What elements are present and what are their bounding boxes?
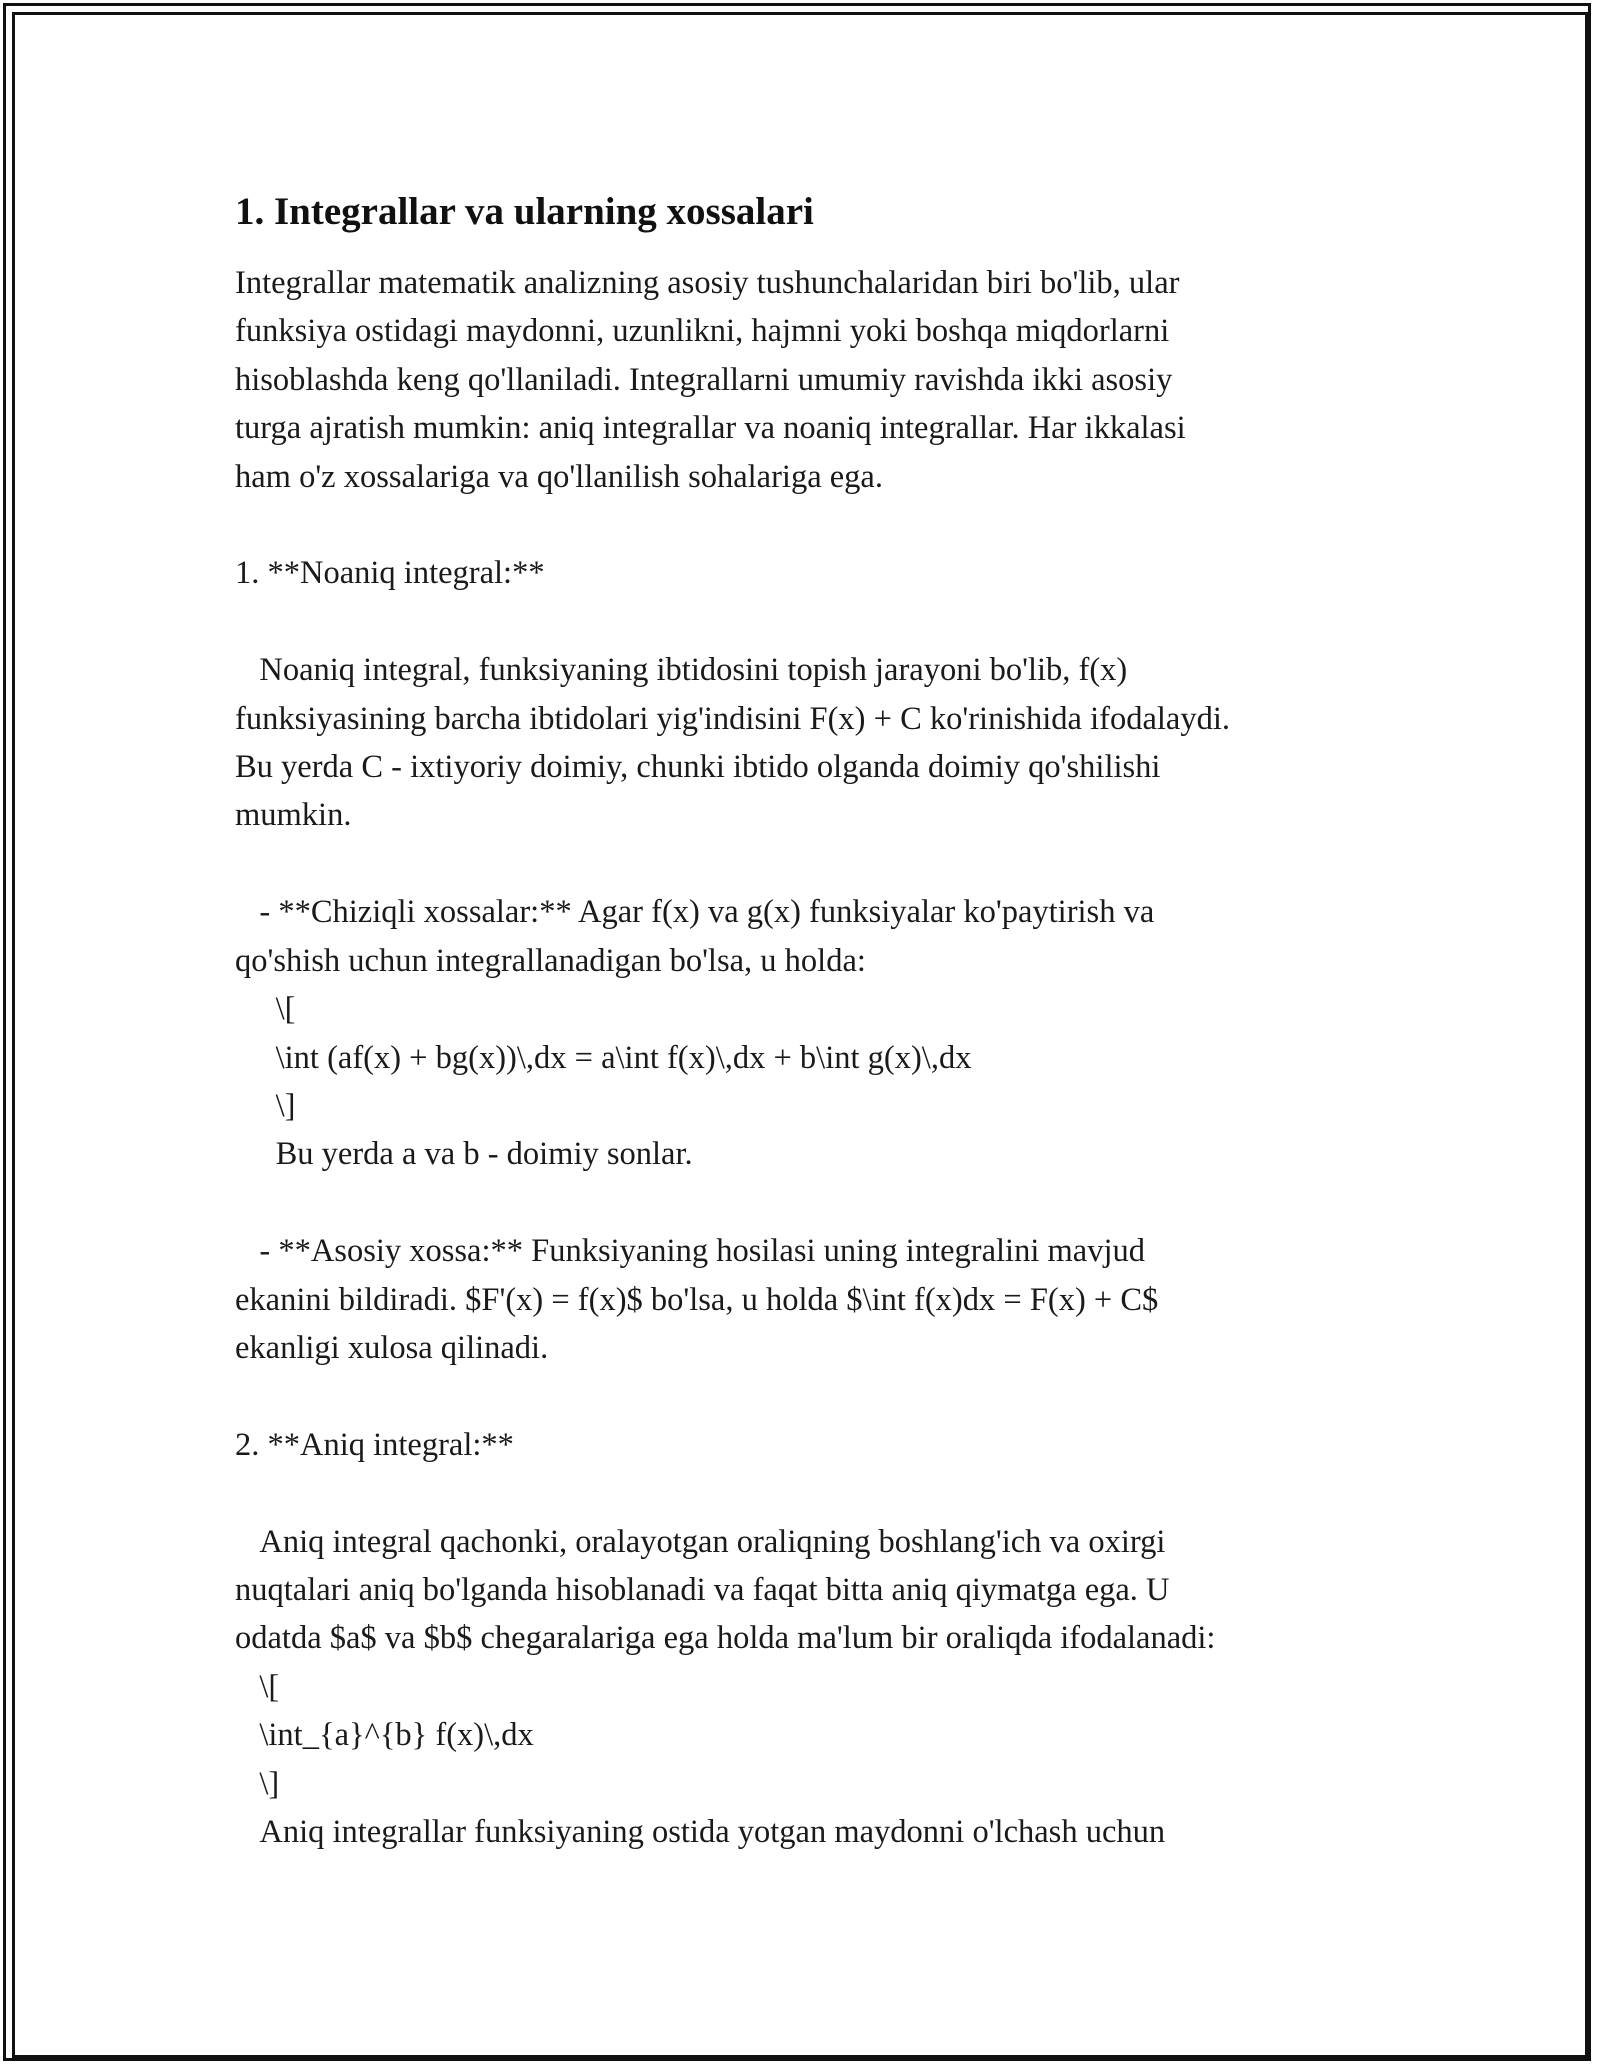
document-content: [235, 188, 1385, 1856]
document-body-text: Integrallar matematik analizning asosiy tushunchalaridan biri bo'lib, ular funksiya ostidagi maydonni, uzunlikni, hajmni yoki boshqa miqdorlarni hisoblashda keng qo'llaniladi. Integrallarni umumiy ravishda ikki asosiy turga ajratish mumkin: aniq integrallar va noaniq integrallar. Har ikkalasi ham o'z xossalariga va qo'llanilish sohalariga ega. 1. **Noaniq integral:** Noaniq integral, funksiyaning ibtidosini topish jarayoni bo'lib, f(x) funksiyasining barcha ibtidolari yig'indisini F(x) + C ko'rinishida ifodalaydi. Bu yerda C - ixtiyoriy doimiy, chunki ibtido olganda doimiy qo'shilishi mumkin. - **Chiziqli xossalar:** Agar f(x) va g(x) funksiyalar ko'paytirish va qo'shish uchun integrallanadigan bo'lsa, u holda: \[ \int (af(x) + bg(x))\,dx = a\int f(x)\,dx + b\int g(x)\,dx \] Bu yerda a va b - doimiy sonlar. - **Asosiy xossa:** Funksiyaning hosilasi uning integralini mavjud ekanini bildiradi. $F'(x) = f(x)$ bo'lsa, u holda $\int f(x)dx = F(x) + C$ ekanligi xulosa qilinadi. 2. **Aniq integral:** Aniq integral qachonki, oralayotgan oraliqning boshlang'ich va oxirgi nuqtalari aniq bo'lganda hisoblanadi va faqat bitta aniq qiymatga ega. U odatda $a$ va $b$ chegaralariga ega holda ma'lum bir oraliqda ifodalanadi: \[ \int_{a}^{b} f(x)\,dx \] Aniq integrallar funksiyaning ostida yotgan maydonni o'lchash uchun: [235, 265, 1230, 1850]
section-heading: 1. Integrallar va ularning xossalari: [235, 190, 814, 233]
